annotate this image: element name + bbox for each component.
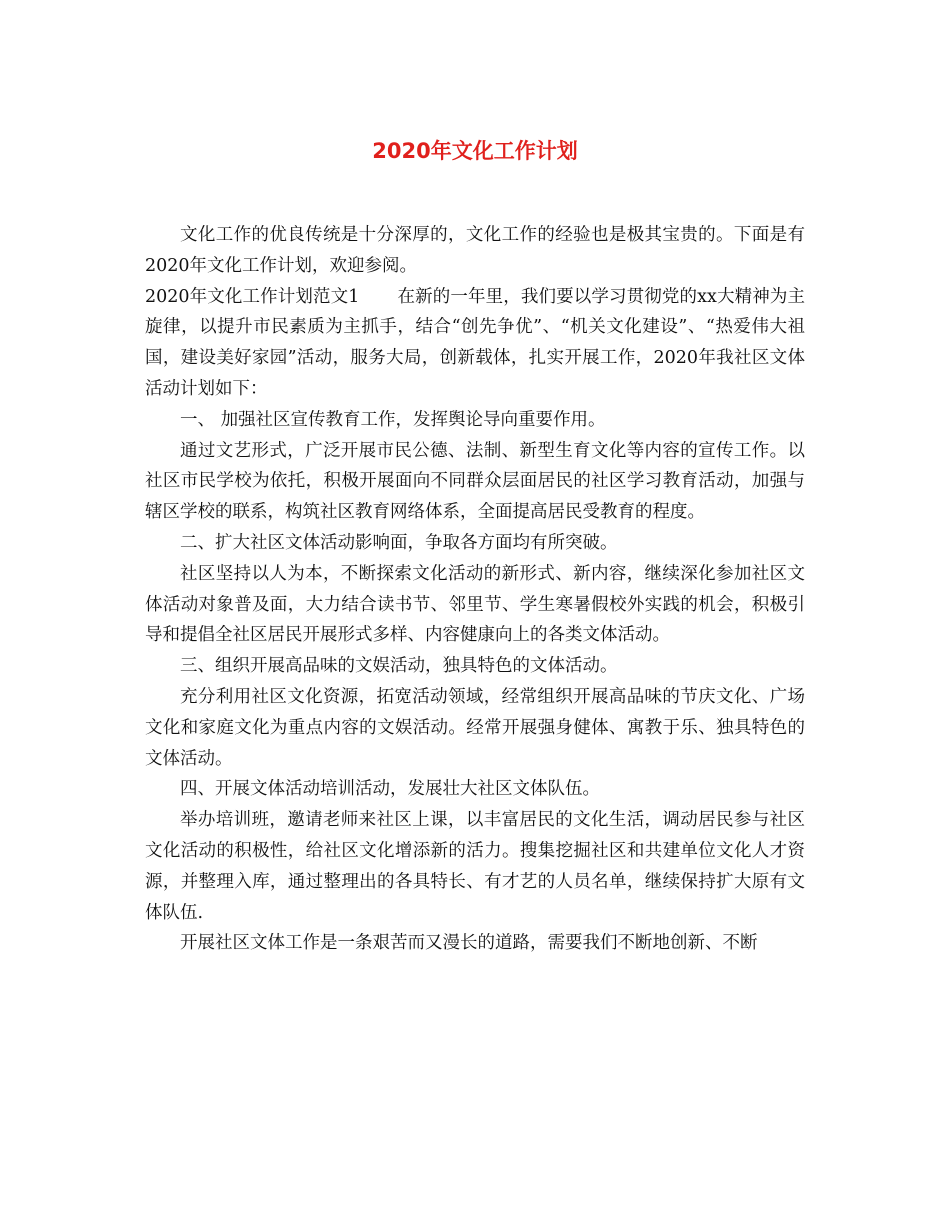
section-heading-2: 二、扩大社区文体活动影响面，争取各方面均有所突破。	[180, 532, 618, 553]
intro-paragraph: 文化工作的优良传统是十分深厚的，文化工作的经验也是极其宝贵的。下面是有2020年文化工作计划，欢迎参阅。	[145, 225, 805, 276]
sample-text: 在新的一年里，我们要以学习贯彻党的xx大精神为主旋律，以提升市民素质为主抓手，结合“创先争优”、“机关文化建设”、“热爱伟大祖国，建设美好家园”活动，服务大局，创新载体，扎实开展工作，2020年我社区文体活动计划如下：	[145, 286, 805, 399]
document-title: 2020年文化工作计划	[372, 139, 578, 163]
section-heading-4: 四、开展文体活动培训活动，发展壮大社区文体队伍。	[180, 779, 600, 800]
closing-paragraph: 开展社区文体工作是一条艰苦而又漫长的道路，需要我们不断地创新、不断	[180, 933, 758, 954]
section-paragraph-3: 充分利用社区文化资源，拓宽活动领域，经常组织开展高品味的节庆文化、广场文化和家庭文化为重点内容的文娱活动。经常开展强身健体、寓教于乐、独具特色的文体活动。	[145, 686, 805, 769]
document-body	[145, 220, 805, 959]
section-paragraph-4: 举办培训班，邀请老师来社区上课，以丰富居民的文化生活，调动居民参与社区文化活动的积极性，给社区文化增添新的活力。搜集挖掘社区和共建单位文化人才资源，并整理入库，通过整理出的各具特长、有才艺的人员名单，继续保持扩大原有文体队伍.	[145, 810, 805, 923]
section-paragraph-1: 通过文艺形式，广泛开展市民公德、法制、新型生育文化等内容的宣传工作。以社区市民学校为依托，积极开展面向不同群众层面居民的社区学习教育活动，加强与辖区学校的联系，构筑社区教育网络体系，全面提高居民受教育的程度。	[145, 440, 805, 523]
sample-label: 2020年文化工作计划范文1	[145, 286, 360, 307]
section-heading-1: 一、 加强社区宣传教育工作，发挥舆论导向重要作用。	[180, 409, 606, 430]
sample-paragraph	[145, 282, 805, 405]
section-paragraph-2: 社区坚持以人为本，不断探索文化活动的新形式、新内容，继续深化参加社区文体活动对象普及面，大力结合读书节、邻里节、学生寒暑假校外实践的机会，积极引导和提倡全社区居民开展形式多样、内容健康向上的各类文体活动。	[145, 563, 805, 646]
section-heading-3: 三、组织开展高品味的文娱活动，独具特色的文体活动。	[180, 656, 618, 677]
